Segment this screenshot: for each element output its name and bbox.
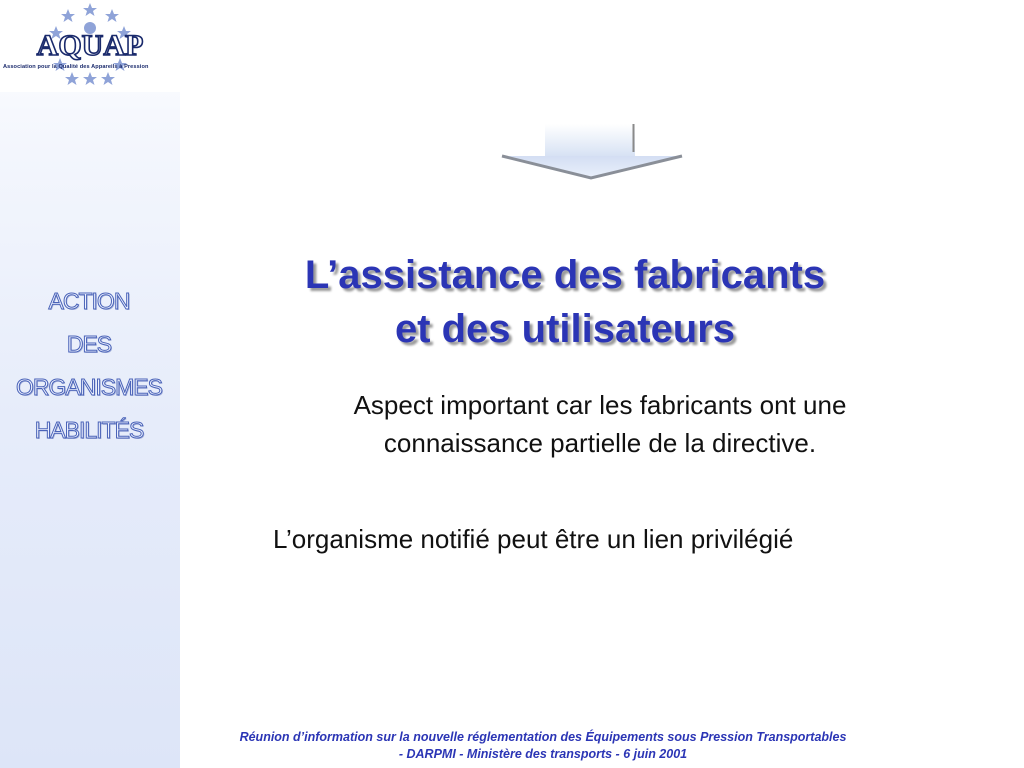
body-paragraph-1-line: Aspect important car les fabricants ont une	[353, 390, 847, 420]
body-paragraph-1-line: connaissance partielle de la directive.	[383, 428, 817, 458]
aquap-logo	[0, 0, 180, 92]
section-label-line: DES	[66, 331, 112, 357]
body-paragraph-1	[220, 386, 980, 462]
slide-title-line: L’assistance des fabricants	[304, 253, 826, 297]
section-label	[0, 280, 178, 452]
slide-title-line: et des utilisateurs	[394, 307, 736, 351]
section-label-line: ORGANISMES	[16, 374, 162, 400]
section-label-line: ACTION	[48, 288, 130, 314]
aquap-stars-logo	[0, 0, 180, 92]
slide-title	[190, 248, 940, 356]
svg-text:AQUAP: AQUAP	[36, 29, 144, 62]
footer-line: - DARPMI - Ministère des transports - 6 juin 2001	[398, 747, 688, 761]
slide-footer	[190, 729, 896, 763]
body-paragraph-2: L’organisme notifié peut être un lien privilégié	[273, 524, 794, 554]
down-arrow-icon	[498, 122, 688, 182]
logo-caption: Association pour la Qualité des Appareils à Pression	[3, 64, 149, 70]
sidebar-panel	[0, 0, 180, 768]
section-label-line: HABILITÉS	[34, 417, 144, 443]
footer-line: Réunion d’information sur la nouvelle réglementation des Équipements sous Pression Transportables	[239, 730, 847, 744]
